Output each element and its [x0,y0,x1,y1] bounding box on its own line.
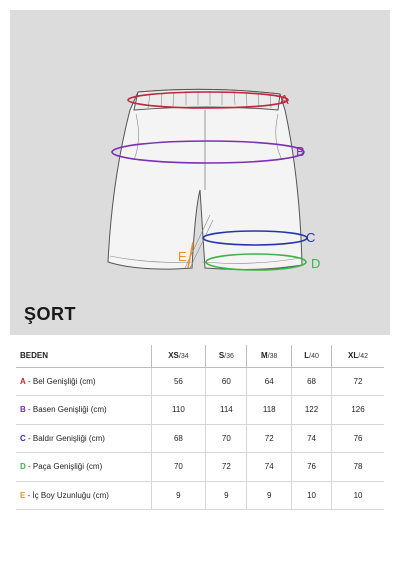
product-title: ŞORT [24,304,77,324]
size-code: XL [348,351,359,361]
size-code: M [261,351,268,361]
table-cell: 72 [332,367,384,396]
size-number: 38 [269,353,278,361]
table-cell: 126 [332,396,384,425]
size-num: /36 [224,353,234,361]
label-b: B [296,144,305,159]
table-cell: 110 [151,396,206,425]
table-cell: 64 [247,367,292,396]
row-label [16,396,151,425]
size-col-l [292,345,332,367]
size-col-xs [151,345,206,367]
label-c: C [306,230,316,245]
size-col-m [247,345,292,367]
table-row [16,367,384,396]
size-col-xl [332,345,384,367]
row-label-text: - İç Boy Uzunluğu (cm) [25,490,109,500]
table-cell: 74 [247,453,292,482]
table-cell: 70 [206,424,247,453]
size-code: L [304,351,310,361]
table-cell: 76 [332,424,384,453]
table-cell: 9 [206,481,247,510]
table-cell: 74 [292,424,332,453]
table-cell: 118 [247,396,292,425]
table-row [16,424,384,453]
label-a: A [280,92,289,107]
row-label [16,481,151,510]
table-cell: 72 [247,424,292,453]
row-label-text: - Baldır Genişliği (cm) [25,433,105,443]
size-code: XS [168,351,179,361]
row-label [16,453,151,482]
table-cell: 10 [292,481,332,510]
table-cell: 76 [292,453,332,482]
table-cell: 72 [206,453,247,482]
label-e: E [178,249,187,264]
row-letter: B [20,405,26,415]
row-label-text: - Paça Genişliği (cm) [25,462,103,472]
size-col-s [206,345,247,367]
table-cell: 68 [151,424,206,453]
table-cell: 122 [292,396,332,425]
size-number: 42 [360,353,369,361]
table-cell: 60 [206,367,247,396]
row-letter: C [20,433,26,443]
table-cell: 10 [332,481,384,510]
size-number: 34 [180,353,189,361]
row-letter: E [20,490,26,500]
row-label-text: - Bel Genişliği (cm) [25,376,96,386]
product-image-panel [10,10,390,335]
row-label [16,367,151,396]
row-label-text: - Basen Genişliği (cm) [25,405,107,415]
label-d: D [311,256,321,271]
shorts-measurement-diagram [10,10,390,300]
size-code: S [218,351,225,361]
shorts-illustration [108,89,302,269]
table-cell: 70 [151,453,206,482]
table-cell: 114 [206,396,247,425]
row-letter: A [20,376,26,386]
size-num: /38 [267,353,278,361]
table-cell: 78 [332,453,384,482]
table-row [16,453,384,482]
table-row [16,481,384,510]
size-header-row [16,345,384,367]
table-cell: 9 [247,481,292,510]
table-cell: 68 [292,367,332,396]
row-label [16,424,151,453]
size-header-label: BEDEN [16,345,151,367]
table-row [16,396,384,425]
size-num: /40 [309,353,319,361]
size-number: 36 [226,353,234,361]
table-cell: 9 [151,481,206,510]
size-number: 40 [311,353,319,361]
size-num: /42 [358,353,369,361]
size-chart-table [16,345,384,510]
table-cell: 56 [151,367,206,396]
row-letter: D [20,462,26,472]
size-num: /34 [178,353,189,361]
